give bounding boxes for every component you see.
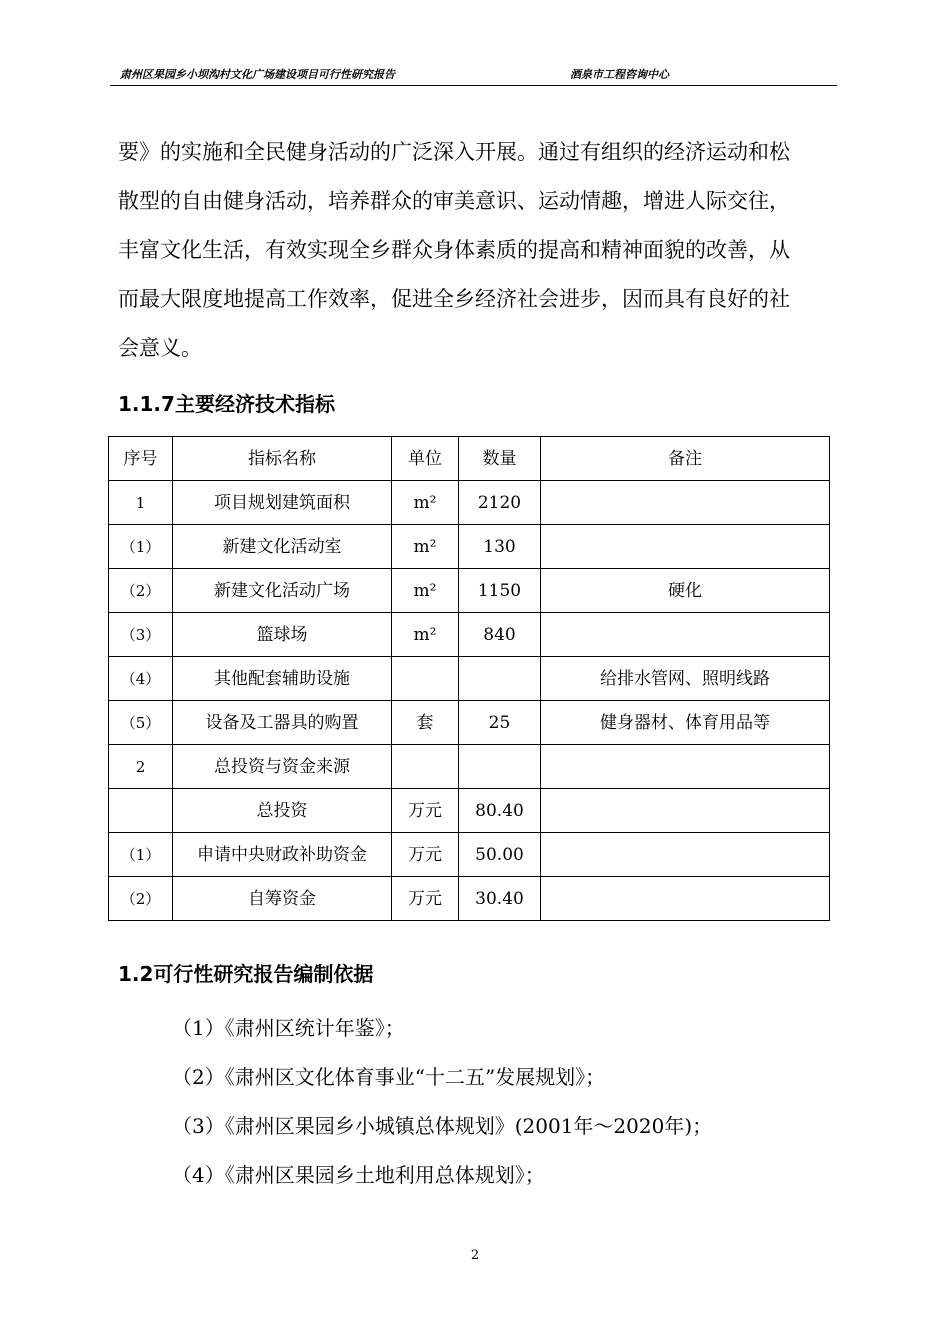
- cell-note: [541, 877, 830, 921]
- cell-qty: 840: [459, 613, 541, 657]
- intro-line: 而最大限度地提高工作效率，促进全乡经济社会进步，因而具有良好的社: [118, 287, 790, 311]
- cell-note: 健身器材、体育用品等: [541, 701, 830, 745]
- cell-no: （1）: [109, 833, 173, 877]
- cell-qty: 1150: [459, 569, 541, 613]
- cell-unit: [392, 657, 459, 701]
- cell-name: 项目规划建筑面积: [173, 481, 392, 525]
- cell-name: 设备及工器具的购置: [173, 701, 392, 745]
- cell-name: 申请中央财政补助资金: [173, 833, 392, 877]
- cell-unit: 万元: [392, 789, 459, 833]
- table-row: [109, 701, 830, 745]
- intro-paragraph: [118, 128, 838, 373]
- header-note: 备注: [541, 437, 830, 481]
- table-row: [109, 525, 830, 569]
- cell-qty: 50.00: [459, 833, 541, 877]
- cell-qty: [459, 745, 541, 789]
- cell-no: （4）: [109, 657, 173, 701]
- section-heading-basis: 1.2可行性研究报告编制依据: [118, 962, 374, 986]
- cell-name: 新建文化活动广场: [173, 569, 392, 613]
- cell-note: [541, 613, 830, 657]
- table-row: [109, 657, 830, 701]
- intro-line: 丰富文化生活，有效实现全乡群众身体素质的提高和精神面貌的改善，从: [118, 238, 790, 262]
- header-no: 序号: [109, 437, 173, 481]
- header-organization: 酒泉市工程咨询中心: [570, 68, 669, 81]
- page-number: 2: [470, 1248, 480, 1263]
- cell-no: （2）: [109, 877, 173, 921]
- cell-name: 篮球场: [173, 613, 392, 657]
- table-row: [109, 833, 830, 877]
- cell-note: 给排水管网、照明线路: [541, 657, 830, 701]
- table-row: [109, 877, 830, 921]
- table-row: [109, 789, 830, 833]
- cell-note: [541, 833, 830, 877]
- table-row: [109, 613, 830, 657]
- cell-unit: m²: [392, 569, 459, 613]
- cell-qty: 2120: [459, 481, 541, 525]
- cell-qty: 25: [459, 701, 541, 745]
- cell-name: 新建文化活动室: [173, 525, 392, 569]
- section-heading-indicators: 1.1.7主要经济技术指标: [118, 392, 335, 416]
- cell-note: 硬化: [541, 569, 830, 613]
- list-item: （1）《肃州区统计年鉴》；: [172, 1016, 405, 1040]
- cell-name: 总投资与资金来源: [173, 745, 392, 789]
- header-report-title: 肃州区果园乡小坝沟村文化广场建设项目可行性研究报告: [120, 68, 395, 81]
- cell-name: 自筹资金: [173, 877, 392, 921]
- table-row: [109, 745, 830, 789]
- cell-no: [109, 789, 173, 833]
- cell-note: [541, 525, 830, 569]
- cell-name: 总投资: [173, 789, 392, 833]
- cell-qty: 30.40: [459, 877, 541, 921]
- table-row: [109, 481, 830, 525]
- header-qty: 数量: [459, 437, 541, 481]
- cell-no: （5）: [109, 701, 173, 745]
- list-item: （4）《肃州区果园乡土地利用总体规划》；: [172, 1163, 545, 1187]
- page-header: [110, 63, 837, 86]
- cell-note: [541, 789, 830, 833]
- cell-name: 其他配套辅助设施: [173, 657, 392, 701]
- cell-unit: m²: [392, 481, 459, 525]
- cell-note: [541, 745, 830, 789]
- header-name: 指标名称: [173, 437, 392, 481]
- cell-qty: [459, 657, 541, 701]
- cell-no: （3）: [109, 613, 173, 657]
- cell-qty: 80.40: [459, 789, 541, 833]
- cell-unit: m²: [392, 613, 459, 657]
- cell-no: （1）: [109, 525, 173, 569]
- cell-unit: 套: [392, 701, 459, 745]
- cell-unit: 万元: [392, 877, 459, 921]
- cell-qty: 130: [459, 525, 541, 569]
- cell-note: [541, 481, 830, 525]
- cell-no: 2: [109, 745, 173, 789]
- cell-unit: 万元: [392, 833, 459, 877]
- header-unit: 单位: [392, 437, 459, 481]
- intro-line: 要》的实施和全民健身活动的广泛深入开展。通过有组织的经济运动和松: [118, 140, 790, 164]
- intro-line: 会意义。: [118, 336, 202, 360]
- cell-no: 1: [109, 481, 173, 525]
- table-header-row: [109, 437, 830, 481]
- indicators-table: [108, 436, 830, 921]
- intro-line: 散型的自由健身活动，培养群众的审美意识、运动情趣，增进人际交往，: [118, 189, 790, 213]
- list-item: （3）《肃州区果园乡小城镇总体规划》(2001年～2020年)；: [172, 1114, 713, 1138]
- cell-unit: m²: [392, 525, 459, 569]
- cell-unit: [392, 745, 459, 789]
- cell-no: （2）: [109, 569, 173, 613]
- list-item: （2）《肃州区文化体育事业“十二五”发展规划》；: [172, 1065, 606, 1089]
- table-row: [109, 569, 830, 613]
